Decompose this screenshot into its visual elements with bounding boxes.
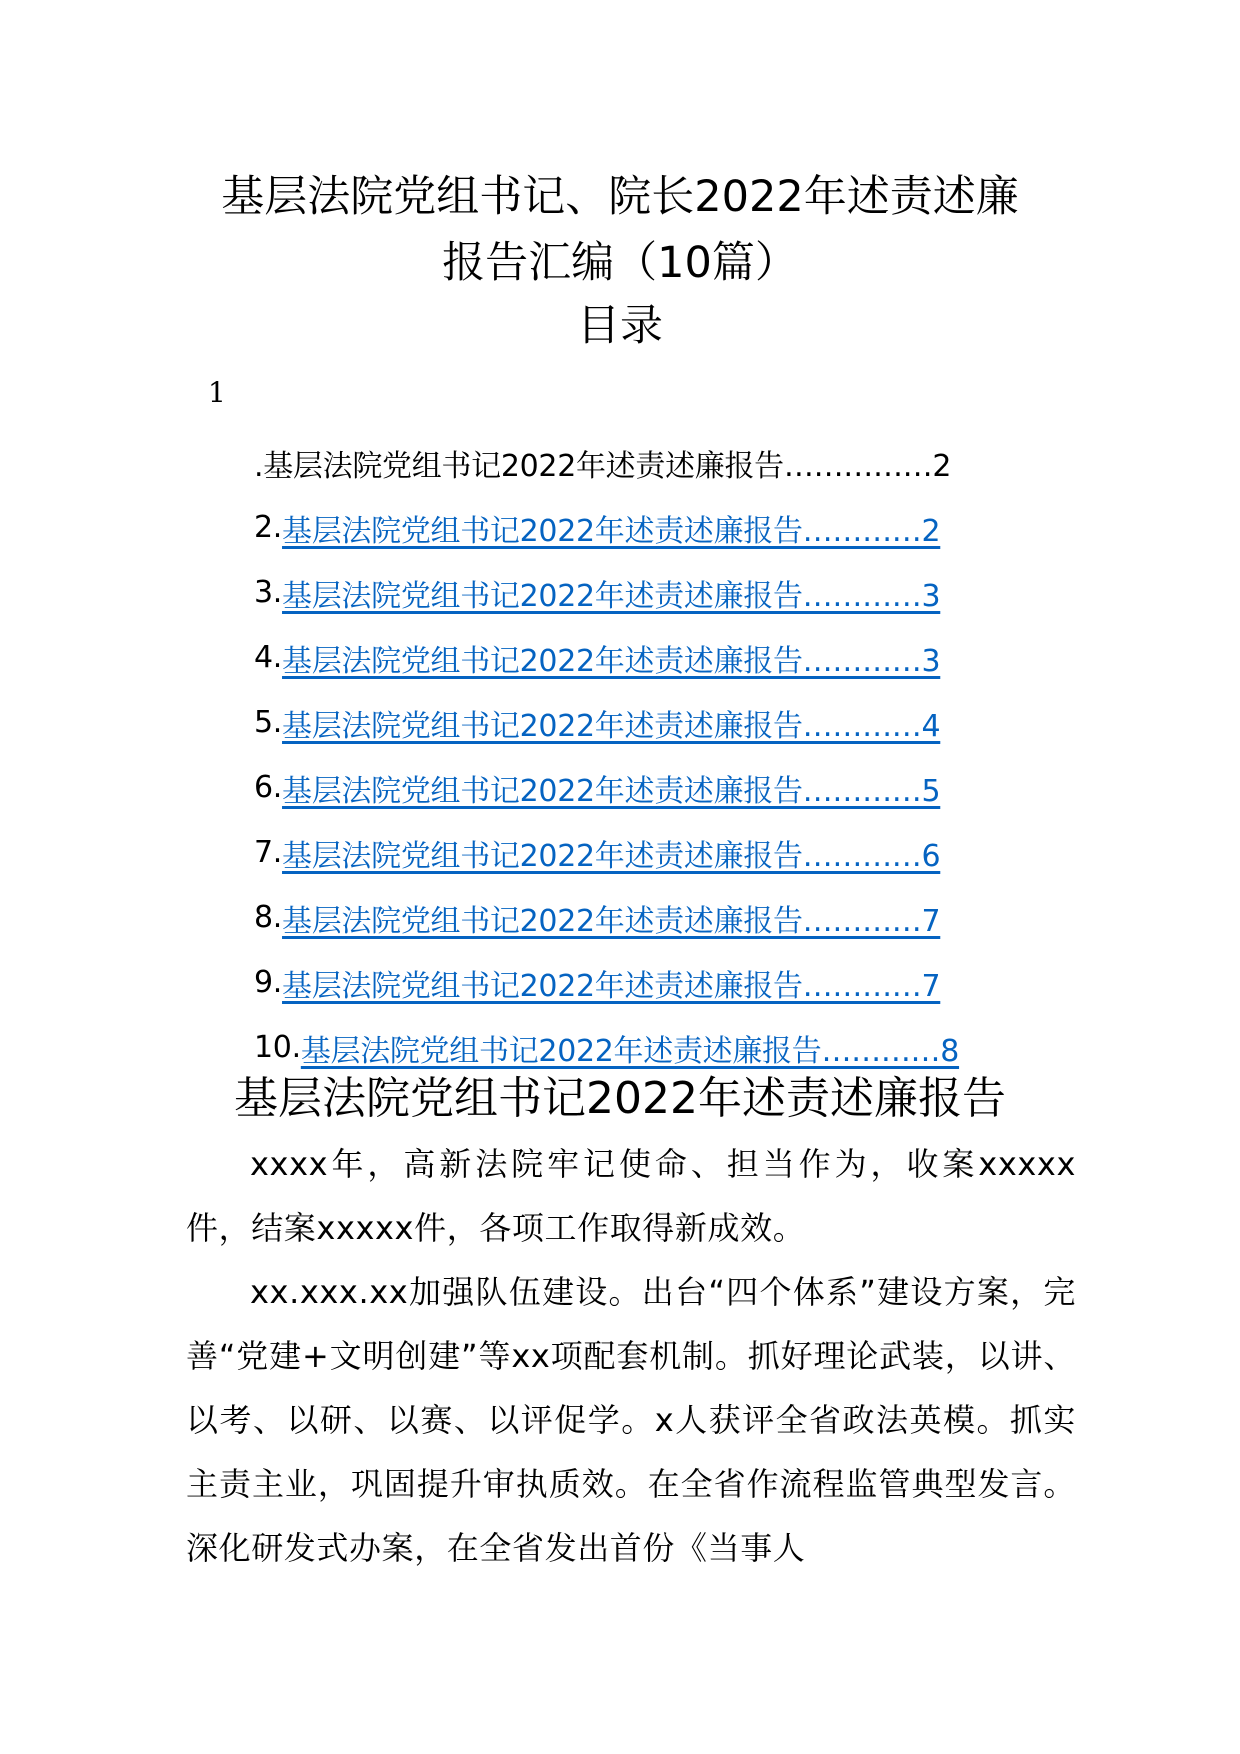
toc-item-link[interactable]: 基层法院党组书记2022年述责述廉报告…………4 <box>282 708 941 744</box>
document-title-line-2: 报告汇编（10篇） <box>442 238 798 288</box>
toc-item-link[interactable]: 基层法院党组书记2022年述责述廉报告…………5 <box>282 773 941 809</box>
toc-item-7[interactable] <box>254 820 1052 885</box>
section-title: 基层法院党组书记2022年述责述廉报告 <box>234 1073 1006 1124</box>
toc-item-6[interactable] <box>254 755 1052 820</box>
toc-item-link[interactable]: 基层法院党组书记2022年述责述廉报告…………2 <box>282 513 941 549</box>
body-paragraph-2: xx.xxx.xx加强队伍建设。出台“四个体系”建设方案，完善“党建+文明创建”等xx项配套机制。抓好理论武装，以讲、以考、以研、以赛、以评促学。x人获评全省政法英模。抓实主责主业，巩固提升审执质效。在全省作流程监管典型发言。深化研发式办案，在全省发出首份《当事人 <box>186 1273 1076 1567</box>
toc-item-link[interactable]: 基层法院党组书记2022年述责述廉报告…………7 <box>282 968 941 1004</box>
toc-item-number: 3. <box>254 575 283 610</box>
toc-marker: 1 <box>208 376 226 409</box>
table-of-contents <box>254 430 1052 1080</box>
toc-item-9[interactable] <box>254 950 1052 1015</box>
toc-heading: 目录 <box>577 301 663 351</box>
toc-item-number: 8. <box>254 900 283 935</box>
toc-item-link[interactable]: .基层法院党组书记2022年述责述廉报告……………2 <box>254 448 952 484</box>
toc-item-number: 9. <box>254 965 283 1000</box>
toc-item-number: 4. <box>254 640 283 675</box>
toc-item-number: 2. <box>254 510 283 545</box>
toc-item-link[interactable]: 基层法院党组书记2022年述责述廉报告…………3 <box>282 578 941 614</box>
toc-item-8[interactable] <box>254 885 1052 950</box>
toc-item-link[interactable]: 基层法院党组书记2022年述责述廉报告…………3 <box>282 643 941 679</box>
toc-item-number: 6. <box>254 770 283 805</box>
toc-item-2[interactable] <box>254 495 1052 560</box>
toc-item-number: 10. <box>254 1030 301 1065</box>
toc-item-link[interactable]: 基层法院党组书记2022年述责述廉报告…………8 <box>300 1033 960 1069</box>
toc-item-4[interactable] <box>254 625 1052 690</box>
toc-item-link[interactable]: 基层法院党组书记2022年述责述廉报告…………7 <box>282 903 941 939</box>
body-paragraph-1: xxxx年，高新法院牢记使命、担当作为，收案xxxxx件，结案xxxxx件，各项工作取得新成效。 <box>186 1145 1076 1247</box>
toc-item-1[interactable] <box>254 430 1052 495</box>
toc-item-number: 5. <box>254 705 283 740</box>
toc-item-5[interactable] <box>254 690 1052 755</box>
document-title-line-1: 基层法院党组书记、院长2022年述责述廉 <box>221 172 1019 222</box>
toc-item-link[interactable]: 基层法院党组书记2022年述责述廉报告…………6 <box>282 838 941 874</box>
toc-item-number: 7. <box>254 835 283 870</box>
toc-item-3[interactable] <box>254 560 1052 625</box>
